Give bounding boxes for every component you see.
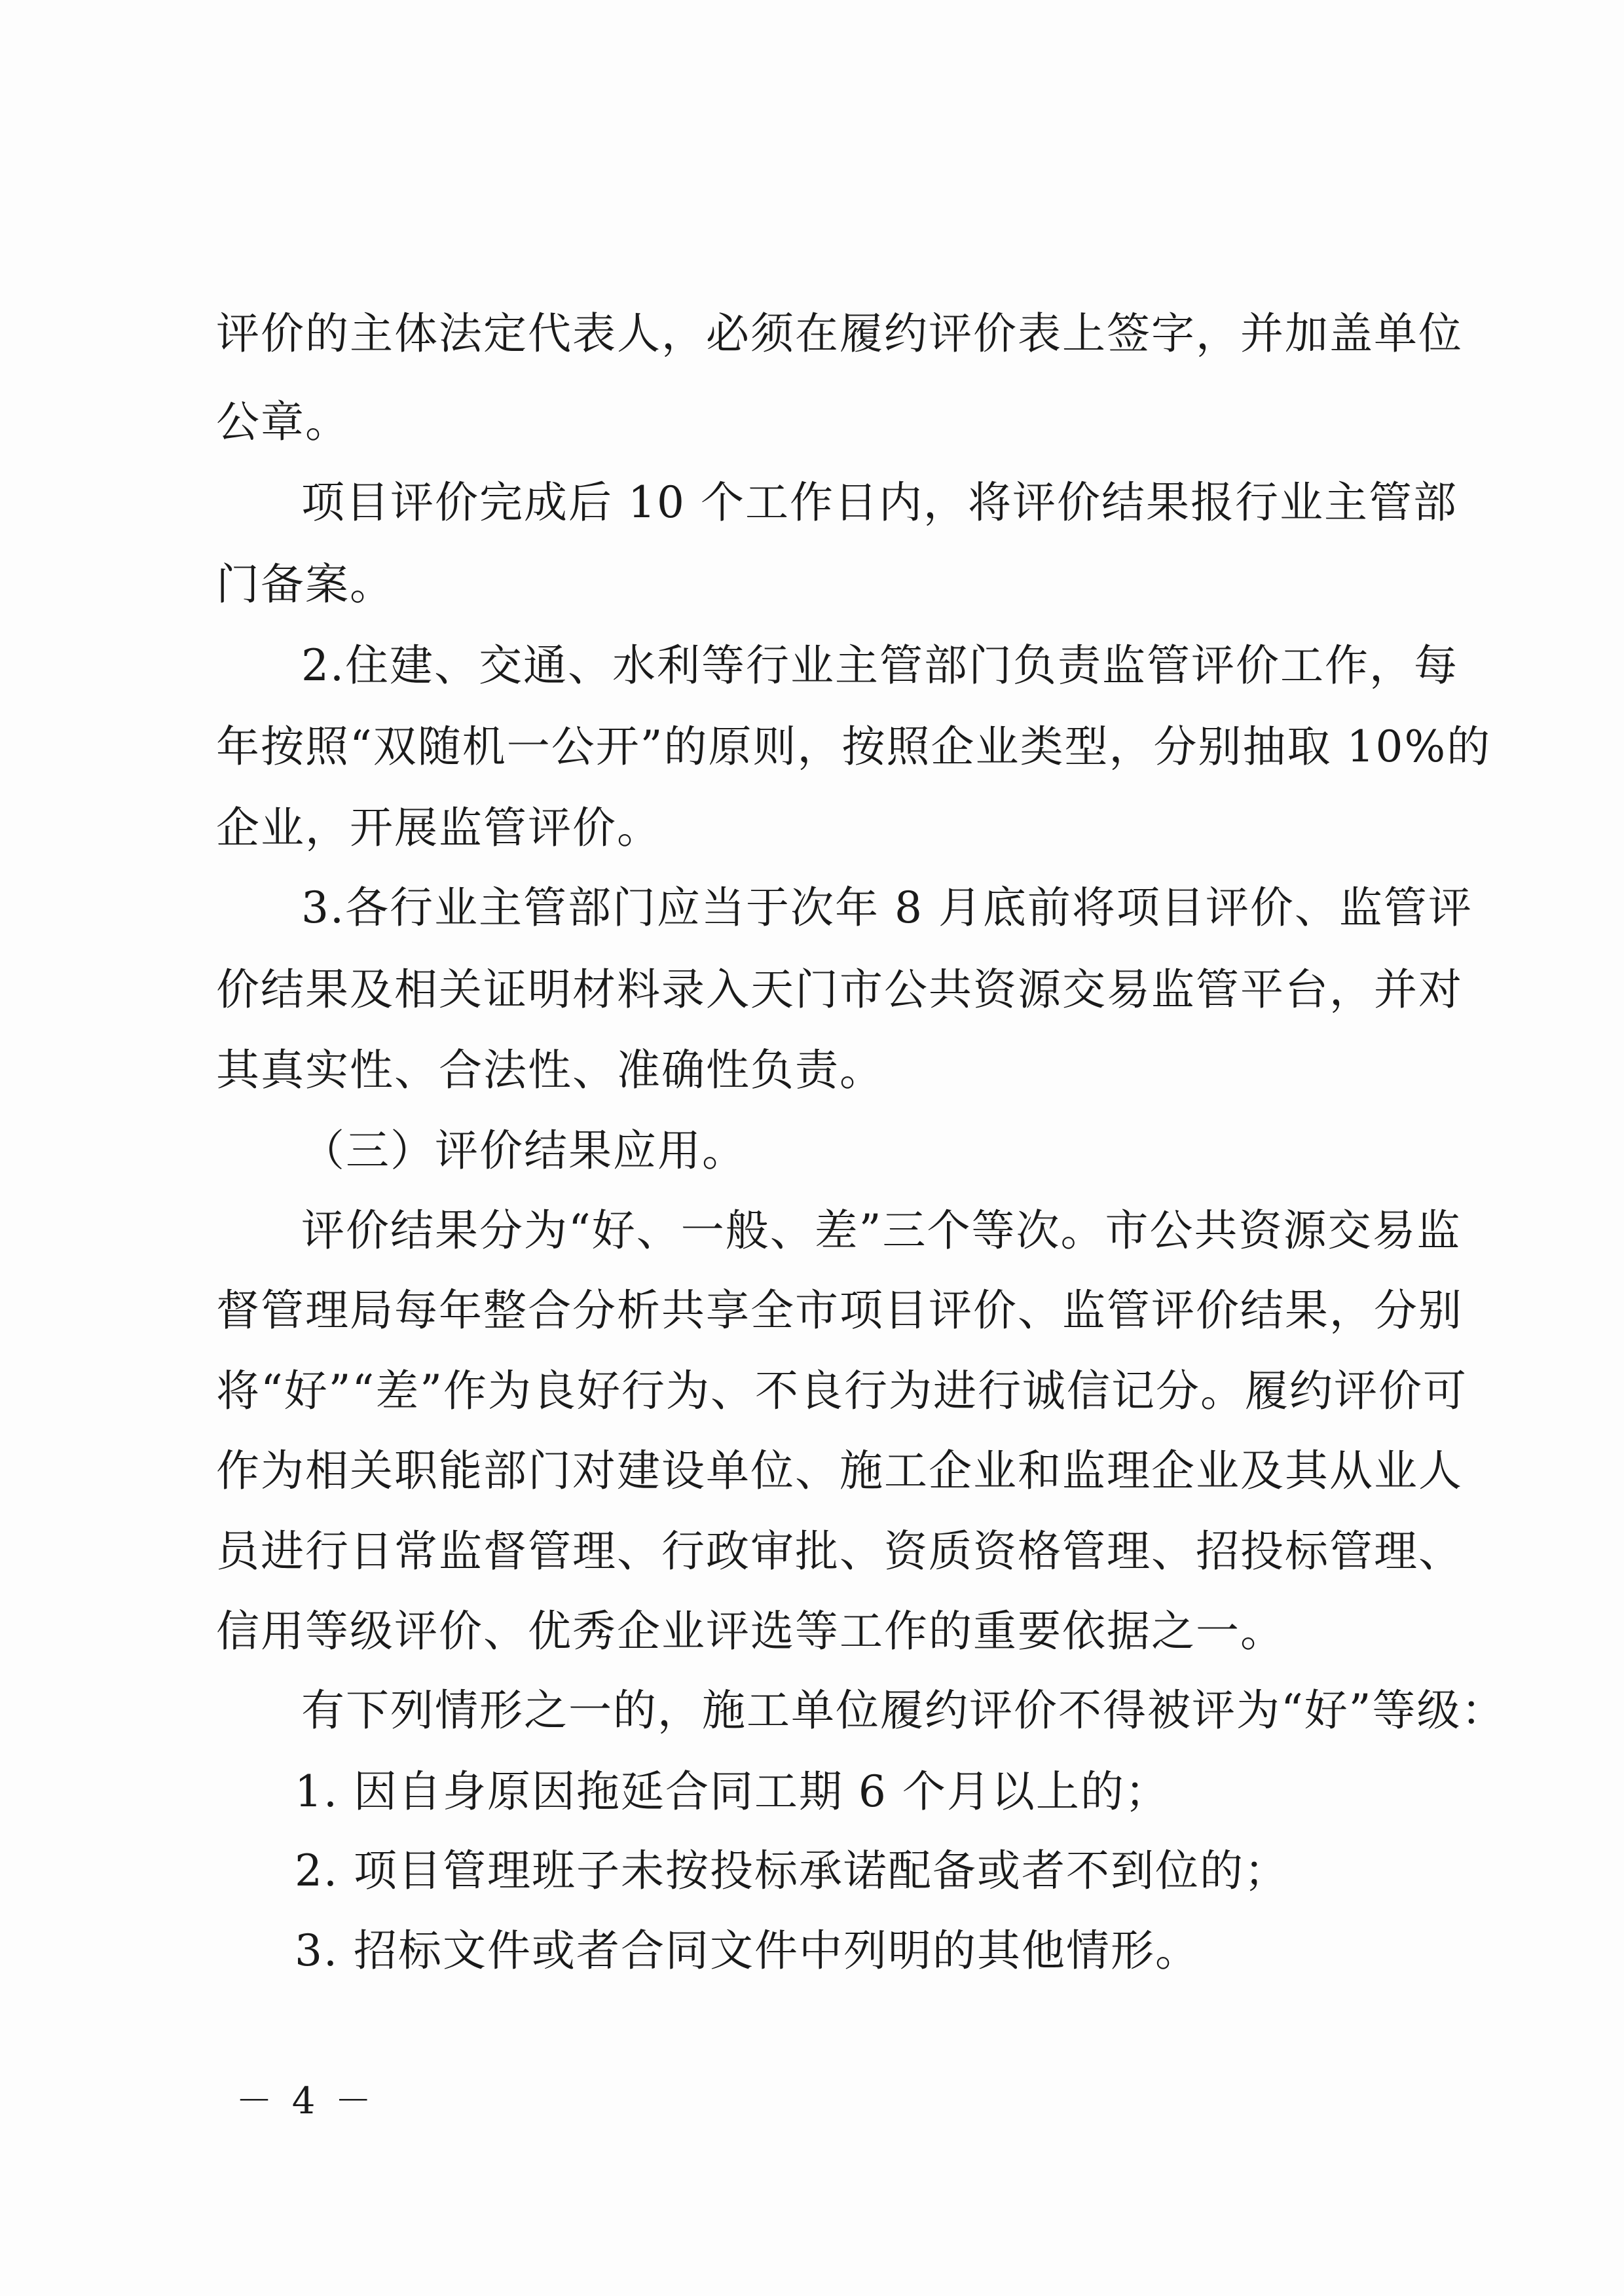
paragraph-line: 作为相关职能部门对建设单位、施工企业和监理企业及其从业人: [216, 1446, 1463, 1496]
section-heading: （三）评价结果应用。: [301, 1125, 747, 1176]
paragraph-line: 其真实性、合法性、准确性负责。: [216, 1045, 884, 1095]
paragraph-line: 公章。: [216, 397, 350, 447]
paragraph-line: 员进行日常监督管理、行政审批、资质资格管理、招投标管理、: [216, 1526, 1463, 1576]
list-item: 2. 项目管理班子未按投标承诺配备或者不到位的；: [295, 1846, 1289, 1896]
paragraph-line: 企业，开展监管评价。: [216, 803, 661, 853]
paragraph-line: 价结果及相关证明材料录入天门市公共资源交易监管平台，并对: [216, 964, 1463, 1015]
paragraph-line: 3.各行业主管部门应当于次年 8 月底前将项目评价、监管评: [301, 883, 1473, 933]
paragraph-line: 督管理局每年整合分析共享全市项目评价、监管评价结果，分别: [216, 1285, 1463, 1336]
list-item: 3. 招标文件或者合同文件中列明的其他情形。: [295, 1925, 1200, 1976]
page-number: － 4 －: [236, 2080, 376, 2123]
paragraph-line: 有下列情形之一的，施工单位履约评价不得被评为“好”等级：: [301, 1685, 1506, 1736]
paragraph-line: 信用等级评价、优秀企业评选等工作的重要依据之一。: [216, 1606, 1285, 1656]
paragraph-line: 评价结果分为“好、一般、差”三个等次。市公共资源交易监: [301, 1205, 1462, 1256]
paragraph-line: 2.住建、交通、水利等行业主管部门负责监管评价工作，每: [301, 640, 1458, 691]
paragraph-line: 项目评价完成后 10 个工作日内，将评价结果报行业主管部: [301, 477, 1458, 528]
list-item: 1. 因自身原因拖延合同工期 6 个月以上的；: [295, 1766, 1170, 1817]
paragraph-line: 将“好”“差”作为良好行为、不良行为进行诚信记分。履约评价可: [216, 1366, 1467, 1416]
paragraph-line: 门备案。: [216, 559, 394, 610]
paragraph-line: 年按照“双随机一公开”的原则，按照企业类型，分别抽取 10%的: [216, 721, 1492, 772]
paragraph-line: 评价的主体法定代表人，必须在履约评价表上签字，并加盖单位: [216, 308, 1463, 359]
